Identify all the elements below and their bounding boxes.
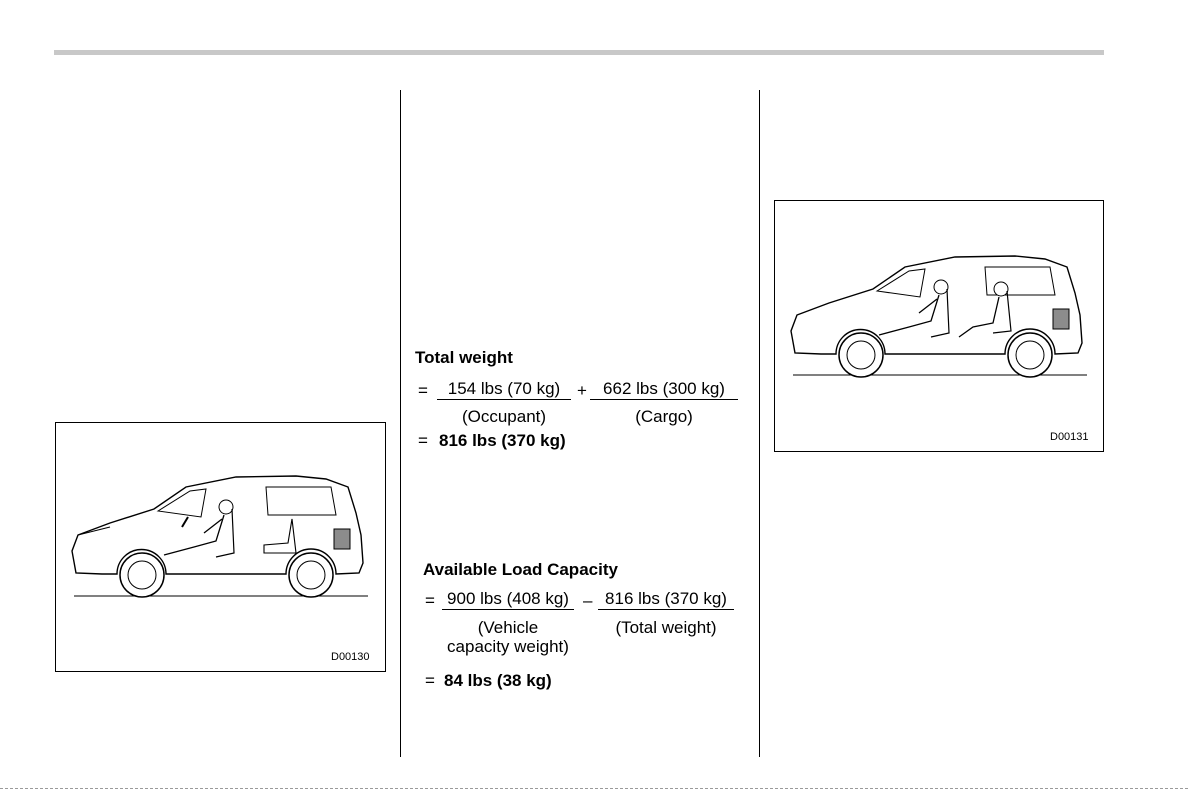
total-weight-caption: (Total weight) — [615, 618, 717, 637]
vehicle-capacity-value: 900 lbs (408 kg) — [442, 590, 574, 610]
header-rule — [54, 50, 1104, 55]
figure-code: D00130 — [331, 651, 370, 663]
total-weight-value: 816 lbs (370 kg) — [598, 590, 734, 610]
vehicle-passengers-illustration — [775, 201, 1103, 451]
available-load-calculation — [420, 558, 755, 693]
available-load-title: Available Load Capacity — [423, 560, 618, 579]
minus-sign: – — [583, 591, 593, 610]
occupant-weight-value: 154 lbs (70 kg) — [437, 380, 571, 400]
total-weight-result: 816 lbs (370 kg) — [439, 431, 566, 450]
figure-driver-cargo — [55, 422, 386, 672]
total-weight-title: Total weight — [415, 348, 513, 367]
vehicle-caption-line2: capacity weight) — [447, 637, 569, 656]
equals-sign: = — [425, 591, 435, 610]
figure-code: D00131 — [1050, 431, 1089, 443]
vehicle-driver-illustration — [56, 423, 385, 671]
equals-sign: = — [418, 381, 428, 400]
cargo-caption: (Cargo) — [635, 407, 693, 426]
equals-sign: = — [425, 671, 435, 690]
plus-sign: + — [577, 381, 587, 400]
equals-sign: = — [418, 431, 428, 450]
page-bottom-rule — [0, 788, 1188, 789]
cargo-weight-value: 662 lbs (300 kg) — [590, 380, 738, 400]
vehicle-caption-line1: (Vehicle — [477, 618, 539, 637]
occupant-caption: (Occupant) — [461, 407, 547, 426]
column-divider-right — [759, 90, 760, 757]
available-load-result: 84 lbs (38 kg) — [444, 671, 552, 690]
figure-driver-passenger-cargo — [774, 200, 1104, 452]
total-weight-calculation — [415, 346, 755, 456]
column-divider-left — [400, 90, 401, 757]
